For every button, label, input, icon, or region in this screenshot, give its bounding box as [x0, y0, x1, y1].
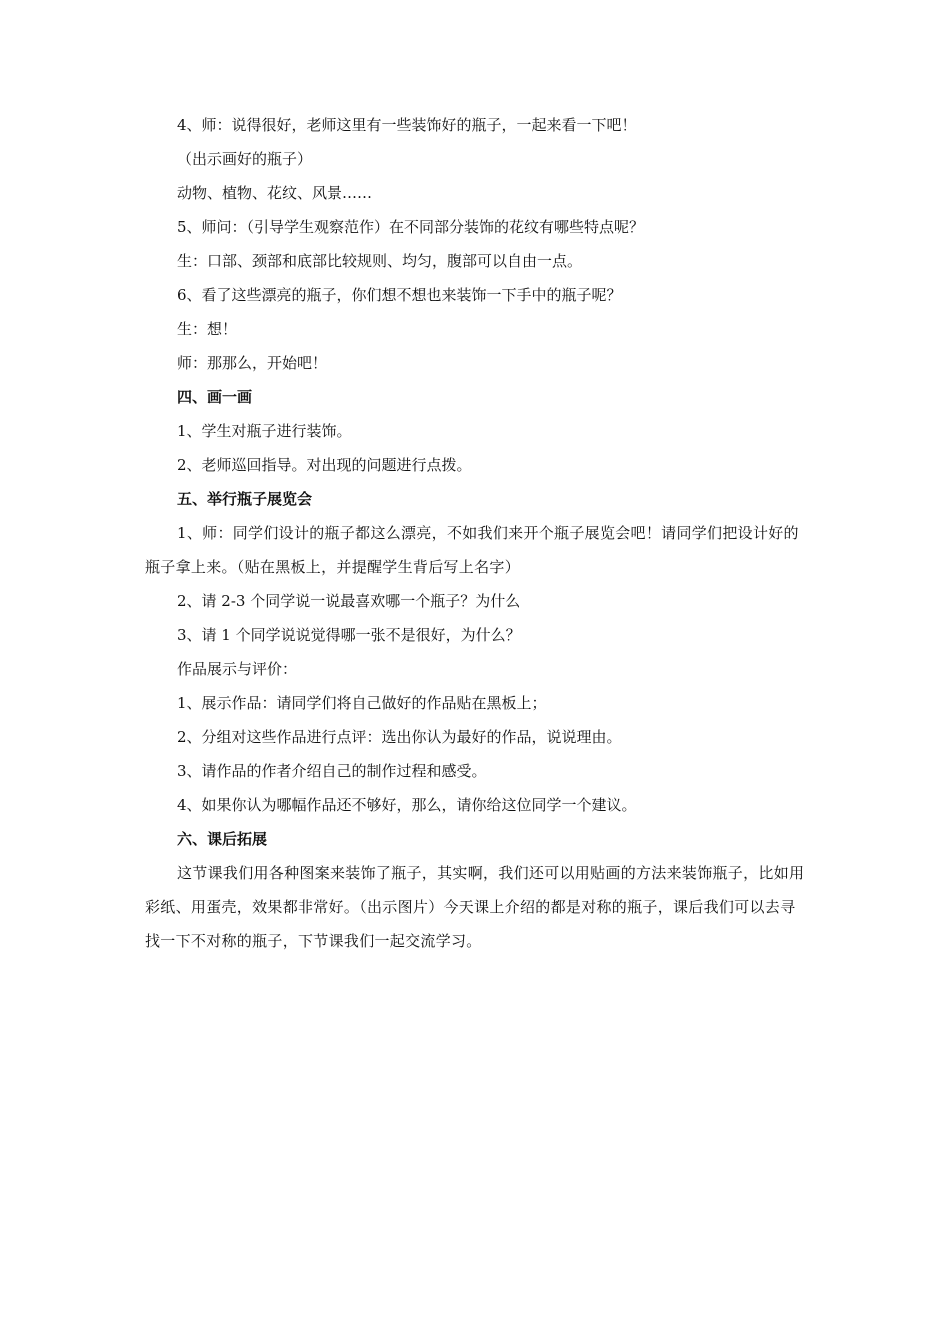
line-works-evaluation: 作品展示与评价：	[177, 660, 298, 678]
line-student-yes: 生：想！	[177, 320, 238, 338]
section-heading-exhibition: 五、举行瓶子展览会	[177, 490, 313, 508]
line-teacher-guide: 2、老师巡回指导。对出现的问题进行点拨。	[177, 456, 472, 474]
line-author-intro: 3、请作品的作者介绍自己的制作过程和感受。	[177, 762, 487, 780]
line-students-decorate: 1、学生对瓶子进行装饰。	[177, 422, 352, 440]
paragraph-exhibition-intro: 1、师：同学们设计的瓶子都这么漂亮，不如我们来开个瓶子展览会吧！请同学们把设计好的瓶子拿上来。（贴在黑板上，并提醒学生背后写上名字）	[145, 524, 799, 576]
line-invite-decorate: 6、看了这些漂亮的瓶子，你们想不想也来装饰一下手中的瓶子呢？	[177, 286, 622, 304]
line-teacher-question: 5、师问：（引导学生观察范作）在不同部分装饰的花纹有哪些特点呢？	[177, 218, 645, 236]
line-themes: 动物、植物、花纹、风景……	[177, 184, 373, 202]
paragraph-extension: 这节课我们用各种图案来装饰了瓶子，其实啊，我们还可以用贴画的方法来装饰瓶子，比如用彩纸、用蛋壳，效果都非常好。（出示图片）今天课上介绍的都是对称的瓶子，课后我们可以去寻找一下不对称的瓶子，下节课我们一起交流学习。	[145, 864, 805, 950]
line-show-painted-bottles: （出示画好的瓶子）	[177, 150, 313, 168]
line-suggestion: 4、如果你认为哪幅作品还不够好，那么，请你给这位同学一个建议。	[177, 796, 637, 814]
document-body	[145, 114, 810, 958]
line-not-good-bottle: 3、请 1 个同学说说觉得哪一张不是很好，为什么？	[177, 626, 521, 644]
line-student-answer: 生：口部、颈部和底部比较规则、均匀，腹部可以自由一点。	[177, 252, 583, 270]
line-teacher-show-bottles: 4、师：说得很好，老师这里有一些装饰好的瓶子，一起来看一下吧！	[177, 116, 637, 134]
section-heading-extension: 六、课后拓展	[177, 830, 268, 848]
line-group-review: 2、分组对这些作品进行点评：选出你认为最好的作品，说说理由。	[177, 728, 622, 746]
line-display-works: 1、展示作品：请同学们将自己做好的作品贴在黑板上；	[177, 694, 547, 712]
line-favorite-bottle: 2、请 2-3 个同学说一说最喜欢哪一个瓶子？为什么	[177, 592, 521, 610]
line-teacher-start: 师：那那么，开始吧！	[177, 354, 328, 372]
section-heading-draw: 四、画一画	[177, 388, 253, 406]
